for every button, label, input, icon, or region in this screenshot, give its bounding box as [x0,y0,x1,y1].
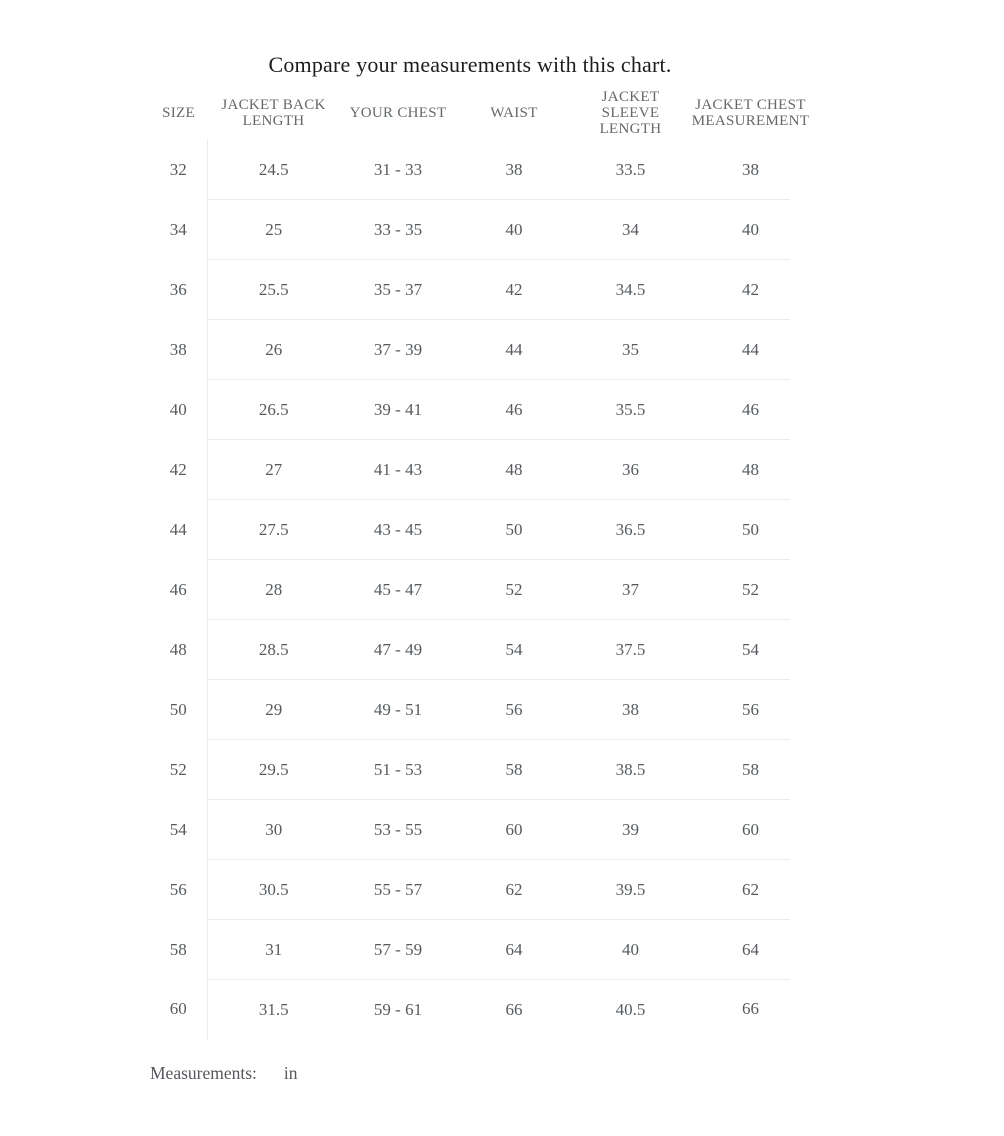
table-cell: 35.5 [572,380,689,440]
table-cell: 58 [689,740,812,800]
table-cell: 48 [689,440,812,500]
table-cell: 39.5 [572,860,689,920]
table-cell: 44 [456,320,572,380]
column-header-jacket-back-length: JACKET BACK LENGTH [221,96,326,129]
table-row [150,980,812,1040]
table-cell: 30 [207,800,340,860]
table-cell: 66 [742,999,759,1019]
table-cell: 40.5 [615,999,646,1019]
column-header-your-chest: YOUR CHEST [349,104,447,121]
table-cell: 54 [689,620,812,680]
table-cell: 28.5 [207,620,340,680]
table-cell: 38 [572,680,689,740]
table-cell: 37 - 39 [340,320,456,380]
table-cell: 29.5 [207,740,340,800]
table-cell: 40 [572,920,689,980]
table-cell: 64 [689,920,812,980]
size-cell: 48 [169,639,187,659]
table-cell: 50 [456,500,572,560]
table-cell: 54 [456,620,572,680]
column-header-jacket-sleeve-length: JACKET SLEEVE LENGTH [599,88,662,137]
size-cell: 32 [169,159,187,179]
table-cell: 39 [572,800,689,860]
table-cell: 38 [456,140,572,200]
size-cell: 44 [169,519,187,539]
table-cell: 38 [689,140,812,200]
size-cell: 40 [169,399,187,419]
table-cell: 60 [689,800,812,860]
table-row [150,560,812,620]
table-cell: 56 [456,680,572,740]
size-cell: 36 [169,279,187,299]
table-cell: 35 [572,320,689,380]
table-cell: 38.5 [572,740,689,800]
table-row [150,680,812,740]
table-cell: 26.5 [207,380,340,440]
table-cell: 57 - 59 [340,920,456,980]
table-cell: 36.5 [572,500,689,560]
table-cell: 30.5 [207,860,340,920]
table-cell: 42 [689,260,812,320]
table-cell: 24.5 [207,140,340,200]
table-cell: 51 - 53 [340,740,456,800]
table-cell: 53 - 55 [340,800,456,860]
table-cell: 31.5 [207,980,340,1040]
size-cell: 34 [169,219,187,239]
table-cell: 34 [572,200,689,260]
table-cell: 33.5 [572,140,689,200]
measurements-label: Measurements: [150,1063,257,1083]
table-cell: 27.5 [207,500,340,560]
table-row [150,800,812,860]
column-header-jacket-chest-measurement: JACKET CHEST MEASUREMENT [691,96,810,129]
size-chart-widget [150,50,812,1085]
header-row [150,85,812,140]
table-row [150,320,812,380]
table-cell: 60 [456,800,572,860]
column-header-size: SIZE [162,104,195,121]
table-row [150,500,812,560]
table-cell: 37 [572,560,689,620]
size-cell: 58 [169,939,187,959]
table-cell: 64 [456,920,572,980]
table-cell: 33 - 35 [340,200,456,260]
table-cell: 25 [207,200,340,260]
table-cell: 49 - 51 [340,680,456,740]
table-cell: 45 - 47 [340,560,456,620]
table-cell: 40 [689,200,812,260]
table-body [150,140,812,1039]
size-chart-title: Compare your measurements with this chart. [268,52,672,77]
table-cell: 52 [689,560,812,620]
size-cell: 52 [169,759,187,779]
column-header-waist: WAIST [490,104,538,121]
table-cell: 37.5 [572,620,689,680]
table-cell: 42 [456,260,572,320]
size-cell: 50 [169,699,187,719]
table-row [150,200,812,260]
size-cell: 42 [169,459,187,479]
table-cell: 26 [207,320,340,380]
table-cell: 62 [456,860,572,920]
table-row [150,920,812,980]
size-chart-table [150,85,812,1039]
table-row [150,620,812,680]
table-cell: 55 - 57 [340,860,456,920]
measurements-footer [150,1061,812,1085]
table-cell: 58 [456,740,572,800]
table-cell: 35 - 37 [340,260,456,320]
table-cell: 41 - 43 [340,440,456,500]
table-cell: 50 [689,500,812,560]
table-cell: 27 [207,440,340,500]
table-cell: 47 - 49 [340,620,456,680]
size-cell: 46 [169,579,187,599]
size-cell: 38 [169,339,187,359]
table-cell: 31 - 33 [340,140,456,200]
table-cell: 29 [207,680,340,740]
table-cell: 28 [207,560,340,620]
table-cell: 39 - 41 [340,380,456,440]
table-row [150,140,812,200]
table-cell: 52 [456,560,572,620]
table-cell: 59 - 61 [373,999,423,1019]
table-cell: 40 [456,200,572,260]
table-cell: 62 [689,860,812,920]
table-cell: 46 [456,380,572,440]
unit-selector[interactable]: in [283,1063,298,1083]
table-cell: 66 [505,999,523,1019]
table-cell: 25.5 [207,260,340,320]
table-row [150,260,812,320]
table-row [150,440,812,500]
table-cell: 44 [689,320,812,380]
table-cell: 43 - 45 [340,500,456,560]
size-cell: 54 [169,819,187,839]
table-cell: 46 [689,380,812,440]
table-cell: 34.5 [572,260,689,320]
table-row [150,740,812,800]
size-cell: 56 [169,879,187,899]
table-cell: 36 [572,440,689,500]
table-row [150,860,812,920]
table-row [150,380,812,440]
size-cell: 60 [169,999,187,1019]
table-cell: 31 [207,920,340,980]
table-cell: 48 [456,440,572,500]
table-cell: 56 [689,680,812,740]
